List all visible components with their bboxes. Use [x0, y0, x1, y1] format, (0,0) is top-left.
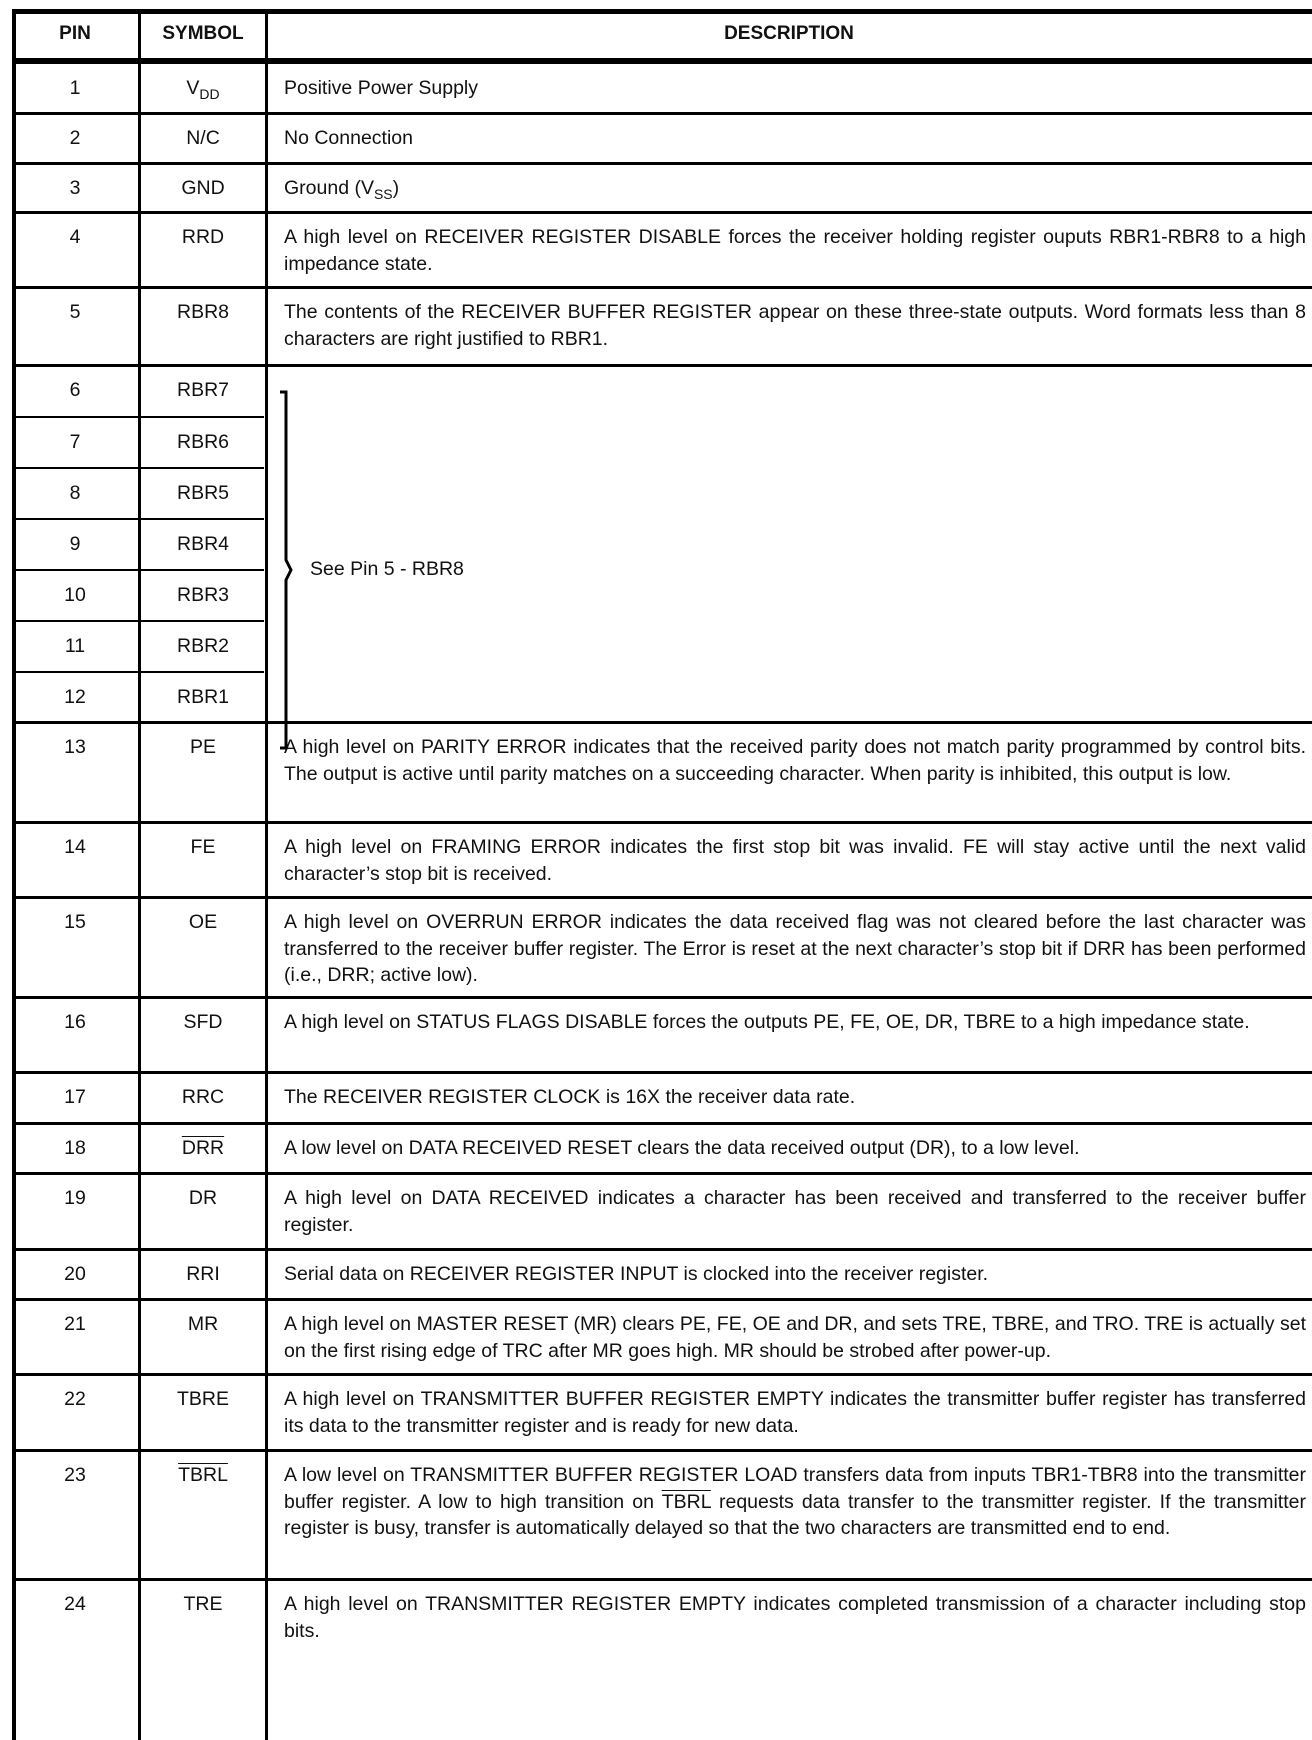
row-divider: [12, 1449, 1312, 1452]
row-divider: [12, 1122, 1312, 1125]
pin-number: 3: [69, 177, 81, 199]
row-divider: [12, 112, 1312, 115]
pin-symbol: [140, 582, 266, 609]
pin-number: 21: [64, 1313, 86, 1335]
symbol-text: RRI: [186, 1263, 220, 1285]
pin-symbol: [140, 1185, 266, 1212]
pin-symbol: [140, 429, 266, 456]
pin-number: 7: [69, 431, 81, 453]
symbol-text: OE: [188, 911, 218, 933]
row-divider: [12, 896, 1312, 899]
pin-description: The RECEIVER REGISTER CLOCK is 16X the receiver data rate.: [284, 1086, 856, 1108]
symbol-text: GND: [181, 177, 225, 199]
pin-symbol: [140, 1135, 266, 1162]
header-symbol: SYMBOL: [162, 23, 244, 44]
pin-symbol: [140, 834, 266, 861]
row-divider: [12, 162, 1312, 165]
pin-description: A high level on OVERRUN ERROR indicates the data received flag was not cleared before the last character was transferred to the receiver buffer register. The Error is reset at the next character’s stop bit if DRR has been performed (i.e., DRR; active low).: [284, 911, 1306, 986]
pin-description: A high level on TRANSMITTER REGISTER EMPTY indicates completed transmission of a character including stop bits.: [284, 1593, 1306, 1642]
pin-description: A high level on RECEIVER REGISTER DISABLE forces the receiver holding register ouputs RBR1-RBR8 to a high impedance state.: [284, 226, 1306, 275]
pin-number: 1: [69, 77, 81, 99]
symbol-text: RBR7: [176, 379, 230, 401]
symbol-text: PE: [189, 736, 216, 758]
pin-number: 24: [64, 1593, 86, 1615]
pin-description: Serial data on RECEIVER REGISTER INPUT is clocked into the receiver register.: [284, 1263, 989, 1285]
symbol-text: RBR4: [176, 533, 230, 555]
pin-symbol: [140, 1462, 266, 1489]
pin-symbol: [140, 75, 266, 102]
symbol-text: TBRE: [176, 1388, 229, 1410]
symbol-text: FE: [190, 836, 216, 858]
grouped-note: See Pin 5 - RBR8: [310, 558, 464, 580]
pin-number: 10: [64, 584, 86, 606]
pin-description: [284, 175, 1308, 202]
symbol-text: N/C: [186, 127, 220, 149]
pin-symbol: [140, 1084, 266, 1111]
symbol-text: RRD: [181, 226, 225, 248]
pin-number: 19: [64, 1187, 86, 1209]
column-divider: [12, 9, 16, 1740]
right-brace-icon: [278, 390, 298, 750]
description-text: ): [392, 177, 400, 199]
pin-description: A high level on TRANSMITTER BUFFER REGISTER EMPTY indicates the transmitter buffer register has transferred its data to the transmitter register and is ready for new data.: [284, 1388, 1306, 1437]
pin-number: 23: [64, 1464, 86, 1486]
symbol-text: RBR2: [176, 635, 230, 657]
pin-symbol: [140, 1261, 266, 1288]
pin-number: 8: [69, 482, 81, 504]
pin-description: Positive Power Supply: [284, 77, 479, 99]
pin-symbol: [140, 1591, 266, 1618]
pin-description: [284, 1462, 1308, 1542]
description-text: A low level on TRANSMITTER BUFFER REGISTER LOAD transfers data from inputs TBR1-TBR8 into the transmitter buffer register. A low to high transition on: [284, 1464, 1306, 1513]
pin-number: 5: [69, 301, 81, 323]
pin-description: A low level on DATA RECEIVED RESET clears the data received output (DR), to a low level.: [284, 1137, 1080, 1159]
symbol-text: SFD: [183, 1011, 223, 1033]
pin-symbol: [140, 734, 266, 761]
pin-number: 13: [64, 736, 86, 758]
column-divider: [138, 9, 141, 1740]
pin-symbol: [140, 909, 266, 936]
row-divider: [12, 1373, 1312, 1376]
pin-number: 9: [69, 533, 81, 555]
row-divider: [12, 364, 1312, 367]
description-subscript: SS: [373, 186, 393, 202]
pin-symbol: [140, 175, 266, 202]
pin-number: 11: [64, 635, 86, 657]
column-divider: [265, 9, 268, 1740]
pin-description: A high level on PARITY ERROR indicates that the received parity does not match parity programmed by control bits. The output is active until parity matches on a succeeding character. When parity is inhibited, this output is low.: [284, 736, 1306, 785]
row-divider: [12, 211, 1312, 214]
header-pin: PIN: [59, 23, 91, 44]
pin-description: The contents of the RECEIVER BUFFER REGISTER appear on these three-state outputs. Word formats less than 8 characters are right justified to RBR1.: [284, 301, 1306, 350]
symbol-text: RBR3: [176, 584, 230, 606]
symbol-subscript: DD: [199, 86, 220, 102]
table-top-border: [12, 9, 1312, 14]
pin-description: A high level on DATA RECEIVED indicates a character has been received and transferred to the receiver buffer register.: [284, 1187, 1306, 1236]
row-divider: [12, 821, 1312, 824]
pin-number: 2: [69, 127, 81, 149]
pin-symbol: [140, 1386, 266, 1413]
pin-symbol: [140, 684, 266, 711]
pin-description: No Connection: [284, 127, 413, 149]
description-text: requests data transfer to the transmitter register. If the transmitter register is busy, transfer is automatically delayed so that the two characters are transmitted end to end.: [284, 1490, 1306, 1539]
header-description: DESCRIPTION: [724, 23, 854, 44]
row-divider: [12, 1578, 1312, 1581]
symbol-text: TRE: [183, 1593, 223, 1615]
pin-symbol: [140, 633, 266, 660]
symbol-text: RBR8: [176, 301, 230, 323]
header-divider: [12, 58, 1312, 64]
pin-symbol: [140, 1009, 266, 1036]
row-divider: [12, 996, 1312, 999]
pin-number: 16: [64, 1011, 86, 1033]
pin-number: 14: [64, 836, 86, 858]
pin-number: 18: [64, 1137, 86, 1159]
symbol-text: RBR5: [176, 482, 230, 504]
symbol-text: V: [186, 77, 200, 99]
pin-number: 15: [64, 911, 86, 933]
pin-number: 12: [64, 686, 86, 708]
pin-symbol: [140, 531, 266, 558]
pin-number: 6: [69, 379, 81, 401]
pin-description: A high level on MASTER RESET (MR) clears PE, FE, OE and DR, and sets TRE, TBRE, and TRO. TRE is actually set on the first rising edge of TRC after MR goes high. MR should be strobed after power-up.: [284, 1313, 1306, 1362]
pin-number: 22: [64, 1388, 86, 1410]
description-overline: TBRL: [661, 1490, 711, 1513]
pin-number: 17: [64, 1086, 86, 1108]
symbol-text: RBR6: [176, 431, 230, 453]
row-divider: [12, 1298, 1312, 1301]
pin-symbol: [140, 1311, 266, 1338]
row-divider: [12, 1071, 1312, 1074]
description-text: Ground (V: [284, 177, 374, 199]
pin-symbol: [140, 299, 266, 326]
pin-symbol: [140, 224, 266, 251]
symbol-text: TBRL: [178, 1464, 228, 1486]
pin-symbol: [140, 480, 266, 507]
symbol-text: RRC: [181, 1086, 225, 1108]
pin-number: 20: [64, 1263, 86, 1285]
symbol-text: $\overline{DRR}$: [181, 1137, 225, 1159]
pin-symbol: [140, 377, 266, 404]
row-divider: [12, 1248, 1312, 1251]
pin-description: A high level on FRAMING ERROR indicates the first stop bit was invalid. FE will stay active until the next valid character’s stop bit is received.: [284, 836, 1306, 885]
pin-number: 4: [69, 226, 81, 248]
pin-description: A high level on STATUS FLAGS DISABLE forces the outputs PE, FE, OE, DR, TBRE to a high impedance state.: [284, 1011, 1250, 1033]
row-divider: [12, 1172, 1312, 1175]
pin-symbol: [140, 125, 266, 152]
symbol-text: MR: [187, 1313, 219, 1335]
symbol-text: RBR1: [176, 686, 230, 708]
symbol-text: DR: [188, 1187, 218, 1209]
row-divider: [12, 286, 1312, 289]
row-divider: [12, 721, 1312, 724]
